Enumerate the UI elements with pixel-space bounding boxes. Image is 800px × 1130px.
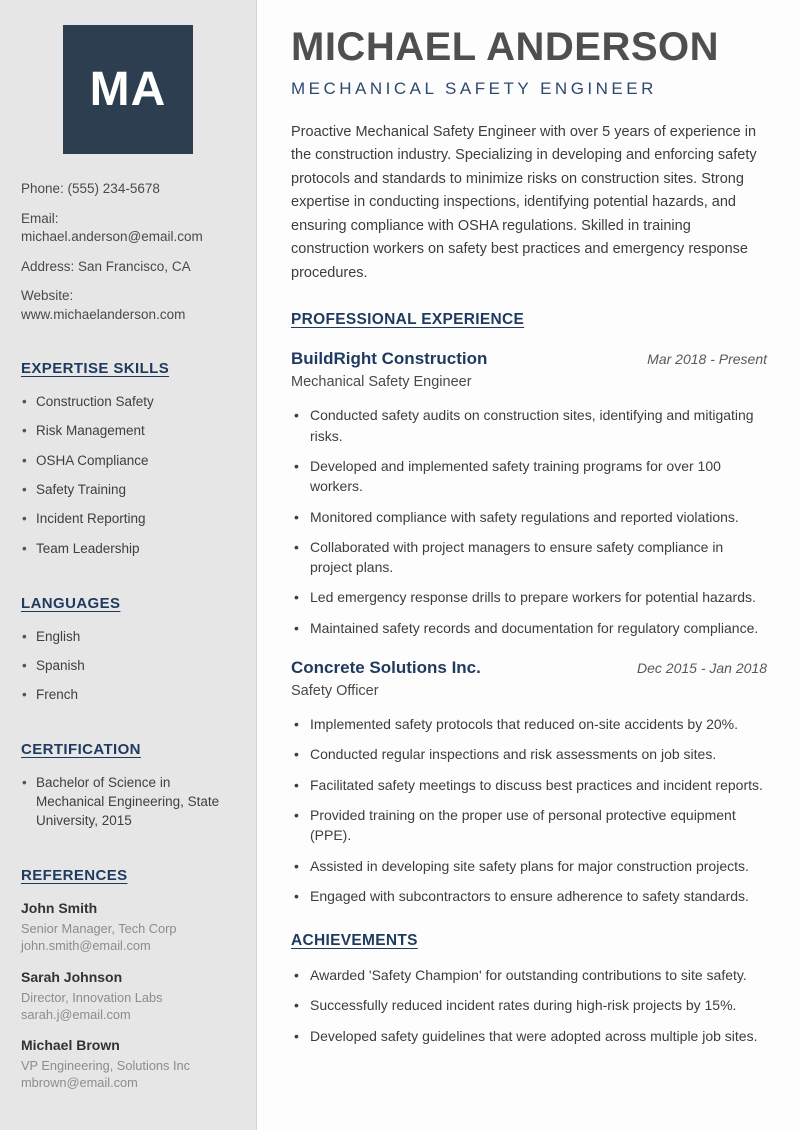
skill-item: • Construction Safety	[21, 393, 235, 412]
references-heading: REFERENCES	[21, 867, 128, 884]
skills-section	[21, 360, 235, 559]
job-bullet: • Conducted safety audits on construction sites, identifying and mitigating risks.	[291, 405, 767, 446]
sidebar	[0, 0, 257, 1130]
experience-heading: PROFESSIONAL EXPERIENCE	[291, 311, 525, 329]
language-item: • Spanish	[21, 657, 235, 676]
job-bullet: • Assisted in developing site safety plans for major construction projects.	[291, 856, 767, 876]
person-title: MECHANICAL SAFETY ENGINEER	[291, 79, 657, 98]
job-role: Mechanical Safety Engineer	[291, 374, 472, 391]
skills-heading: EXPERTISE SKILLS	[21, 359, 170, 377]
contact-email: Email: michael.anderson@email.com	[21, 210, 203, 244]
job-bullet: • Conducted regular inspections and risk assessments on job sites.	[291, 744, 767, 764]
avatar-initials: MA	[89, 63, 167, 116]
job-bullet: • Provided training on the proper use of personal protective equipment (PPE).	[291, 805, 767, 846]
reference-person	[21, 969, 235, 1024]
reference-email: mbrown@email.com	[21, 1075, 138, 1091]
achievement-item: • Successfully reduced incident rates during high-risk projects by 15%.	[291, 995, 767, 1015]
achievements-list	[291, 965, 767, 1046]
company-name: BuildRight Construction	[291, 349, 488, 369]
certification-list	[21, 774, 235, 831]
job-dates: Mar 2018 - Present	[647, 351, 767, 368]
reference-role: Director, Innovation Labs	[21, 989, 163, 1005]
job-bullet: • Facilitated safety meetings to discuss best practices and incident reports.	[291, 775, 767, 795]
reference-name: Michael Brown	[21, 1037, 120, 1054]
contact-phone: Phone: (555) 234-5678	[21, 181, 160, 196]
achievements-heading: ACHIEVEMENTS	[291, 932, 418, 950]
language-item: • French	[21, 686, 235, 705]
job-entry	[291, 349, 767, 638]
skill-item: • Safety Training	[21, 481, 235, 500]
certification-section	[21, 741, 235, 831]
reference-email: sarah.j@email.com	[21, 1006, 131, 1022]
job-entry	[291, 658, 767, 906]
languages-section	[21, 595, 235, 706]
reference-email: john.smith@email.com	[21, 938, 151, 954]
job-bullet: • Led emergency response drills to prepare workers for potential hazards.	[291, 587, 767, 607]
contact-info	[21, 180, 235, 324]
company-name: Concrete Solutions Inc.	[291, 658, 481, 678]
job-bullet: • Developed and implemented safety training programs for over 100 workers.	[291, 456, 767, 497]
avatar	[63, 25, 193, 154]
skill-item: • OSHA Compliance	[21, 452, 235, 471]
skills-list	[21, 393, 235, 559]
reference-person	[21, 1037, 235, 1092]
job-bullet: • Implemented safety protocols that reduced on-site accidents by 20%.	[291, 714, 767, 734]
achievement-item: • Developed safety guidelines that were adopted across multiple job sites.	[291, 1026, 767, 1046]
skill-item: • Risk Management	[21, 422, 235, 441]
languages-heading: LANGUAGES	[21, 594, 121, 612]
reference-name: John Smith	[21, 900, 98, 916]
skill-item: • Incident Reporting	[21, 510, 235, 529]
job-bullet-list	[291, 714, 767, 906]
reference-role: VP Engineering, Solutions Inc	[21, 1058, 191, 1074]
certification-item: • Bachelor of Science in Mechanical Engineering, State University, 2015	[21, 774, 235, 831]
reference-name: Sarah Johnson	[21, 968, 123, 985]
certification-heading: CERTIFICATION	[21, 741, 141, 759]
job-bullet: • Engaged with subcontractors to ensure adherence to safety standards.	[291, 886, 767, 906]
job-header	[291, 349, 767, 369]
job-role: Safety Officer	[291, 683, 379, 700]
references-section	[21, 867, 235, 1092]
languages-list	[21, 628, 235, 706]
job-header	[291, 658, 767, 678]
summary-paragraph: Proactive Mechanical Safety Engineer with over 5 years of experience in the construction industry. Specializing in developing and enforcing safety protocols and standards to minimize risks on construction sites. Strong expertise in conducting inspections, identifying potential hazards, and ensuring compliance with OSHA regulations. Skilled in training construction workers on safety best practices and emergency response procedures.	[291, 124, 757, 281]
job-bullet-list	[291, 405, 767, 638]
job-dates: Dec 2015 - Jan 2018	[637, 660, 767, 677]
person-name: MICHAEL ANDERSON	[291, 25, 720, 69]
main-content	[257, 0, 800, 1130]
reference-role: Senior Manager, Tech Corp	[21, 921, 177, 936]
reference-person	[21, 900, 235, 955]
job-bullet: • Maintained safety records and documentation for regulatory compliance.	[291, 618, 767, 638]
job-bullet: • Monitored compliance with safety regulations and reported violations.	[291, 507, 767, 527]
language-item: • English	[21, 628, 235, 647]
achievement-item: • Awarded 'Safety Champion' for outstanding contributions to site safety.	[291, 965, 767, 985]
job-bullet: • Collaborated with project managers to ensure safety compliance in project plans.	[291, 537, 767, 578]
skill-item: • Team Leadership	[21, 540, 235, 559]
contact-address: Address: San Francisco, CA	[21, 258, 191, 274]
contact-website: Website: www.michaelanderson.com	[21, 288, 186, 322]
